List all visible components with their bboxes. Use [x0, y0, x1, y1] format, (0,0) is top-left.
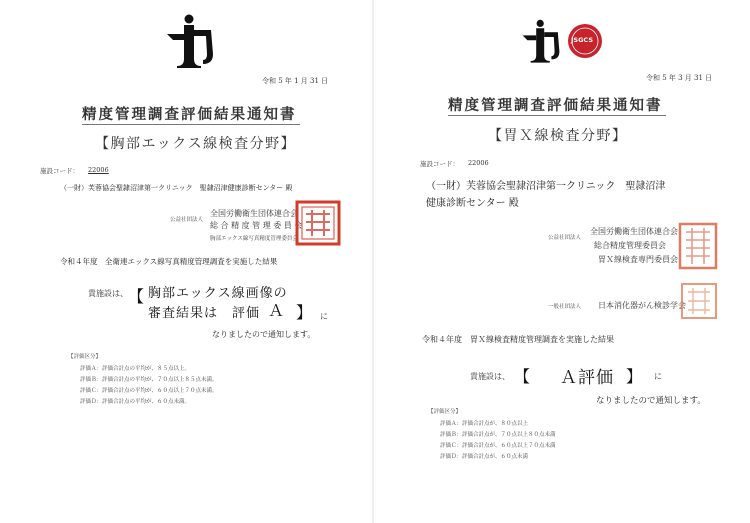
facility-code-label: 施設コード：	[40, 167, 79, 175]
facility-name: （一財）芙蓉協会聖隷沼津第一クリニック 聖隷沼津健康診断センター 殿	[60, 184, 293, 192]
criteria-d: 評価Ｄ：評価合計点が、６０点未満	[440, 454, 529, 460]
criteria-d: 評価Ｄ：評価合計点の平均が、６０点未満。	[80, 399, 191, 405]
closing-text: なりましたので通知します。	[596, 396, 706, 406]
criteria-heading: 【評価区分】	[68, 354, 102, 360]
issuer-2-org: 日本消化器がん検診学会	[598, 301, 686, 310]
notice-date: 令和 5 年 1 月 31 日	[262, 77, 329, 85]
survey-statement: 令和４年度 胃Ｘ線検査精度管理調査を実施した結果	[422, 335, 614, 344]
issuer-label: 公益社団法人	[170, 217, 204, 223]
issuer-org-1: 全国労働衛生団体連合会	[590, 227, 678, 236]
issuer-label: 公益社団法人	[548, 235, 582, 241]
notice-title: 精度管理調査評価結果通知書	[82, 106, 297, 123]
result-text: Ａ評価	[560, 368, 614, 388]
result-suffix: に	[654, 372, 662, 381]
facility-name-line-2: 健康診断センター 殿	[426, 198, 519, 209]
official-seal-icon	[295, 200, 341, 246]
criteria-b: 評価Ｂ：評価合計点の平均が、７０点以上８５点未満。	[80, 377, 218, 383]
criteria-c: 評価Ｃ：評価合計点の平均が、６０点以上７０点未満。	[80, 388, 218, 394]
issuer-org-1: 全国労働衛生団体連合会	[210, 209, 298, 218]
stomach-xray-notice	[378, 0, 750, 523]
official-seal-icon	[680, 282, 718, 320]
jaish-logo-icon	[165, 14, 215, 68]
page-divider	[372, 0, 374, 523]
result-suffix: に	[320, 312, 328, 321]
criteria-a: 評価Ａ：評価合計点が、８０点以上	[440, 421, 529, 427]
criteria-a: 評価Ａ：評価合計点の平均が、８５点以上。	[80, 366, 191, 372]
issuer-org-2: 総合精度管理委員会	[594, 241, 666, 250]
facility-phrase: 貴施設は、	[470, 372, 510, 381]
facility-code: 22006	[468, 159, 489, 167]
issuer-org-3: 胸部エックス線写真精度管理委員会	[210, 236, 298, 242]
issuer-2-label: 一般社団法人	[548, 304, 582, 310]
notice-subtitle: 【胃Ｘ線検査分野】	[488, 128, 628, 144]
survey-statement: 令和４年度 全衛連エックス線写真精度管理調査を実施した結果	[60, 257, 278, 266]
result-open-bracket: 【	[514, 367, 531, 386]
result-open-bracket: 【	[128, 287, 145, 306]
issuer-org-2: 総 合 精 度 管 理 委 員 会	[210, 221, 303, 230]
title-underline	[82, 124, 300, 125]
jaish-logo-icon	[521, 19, 561, 63]
jsgcs-badge-text: JSGCS	[571, 36, 594, 44]
closing-text: なりましたので通知します。	[212, 330, 316, 339]
title-underline	[448, 115, 666, 116]
result-line-2: 審査結果は 評価	[148, 306, 261, 321]
criteria-b: 評価Ｂ：評価合計点が、７０点以上８０点未満	[440, 432, 556, 438]
chest-xray-notice	[0, 0, 370, 523]
notice-subtitle: 【胸部エックス線検査分野】	[95, 136, 297, 152]
notice-title: 精度管理調査評価結果通知書	[448, 97, 663, 114]
facility-name-line-1: （一財）芙蓉協会聖隷沼津第一クリニック 聖隷沼津	[426, 181, 666, 192]
official-seal-icon	[678, 222, 718, 270]
facility-phrase: 貴施設は、	[88, 289, 128, 298]
result-grade: Ａ	[268, 301, 285, 320]
criteria-c: 評価Ｃ：評価合計点が、６０点以上７０点未満	[440, 443, 556, 449]
result-close-bracket: 】	[296, 303, 313, 322]
result-close-bracket: 】	[626, 367, 643, 386]
issuer-org-3: 胃Ｘ線検査専門委員会	[598, 255, 678, 264]
criteria-heading: 【評価区分】	[428, 409, 462, 415]
result-line-1: 胸部エックス線画像の	[148, 286, 288, 301]
facility-code-label: 施設コード：	[420, 160, 459, 168]
notice-date: 令和 5 年 3 月 31 日	[646, 74, 713, 82]
facility-code: 22006	[88, 166, 109, 174]
